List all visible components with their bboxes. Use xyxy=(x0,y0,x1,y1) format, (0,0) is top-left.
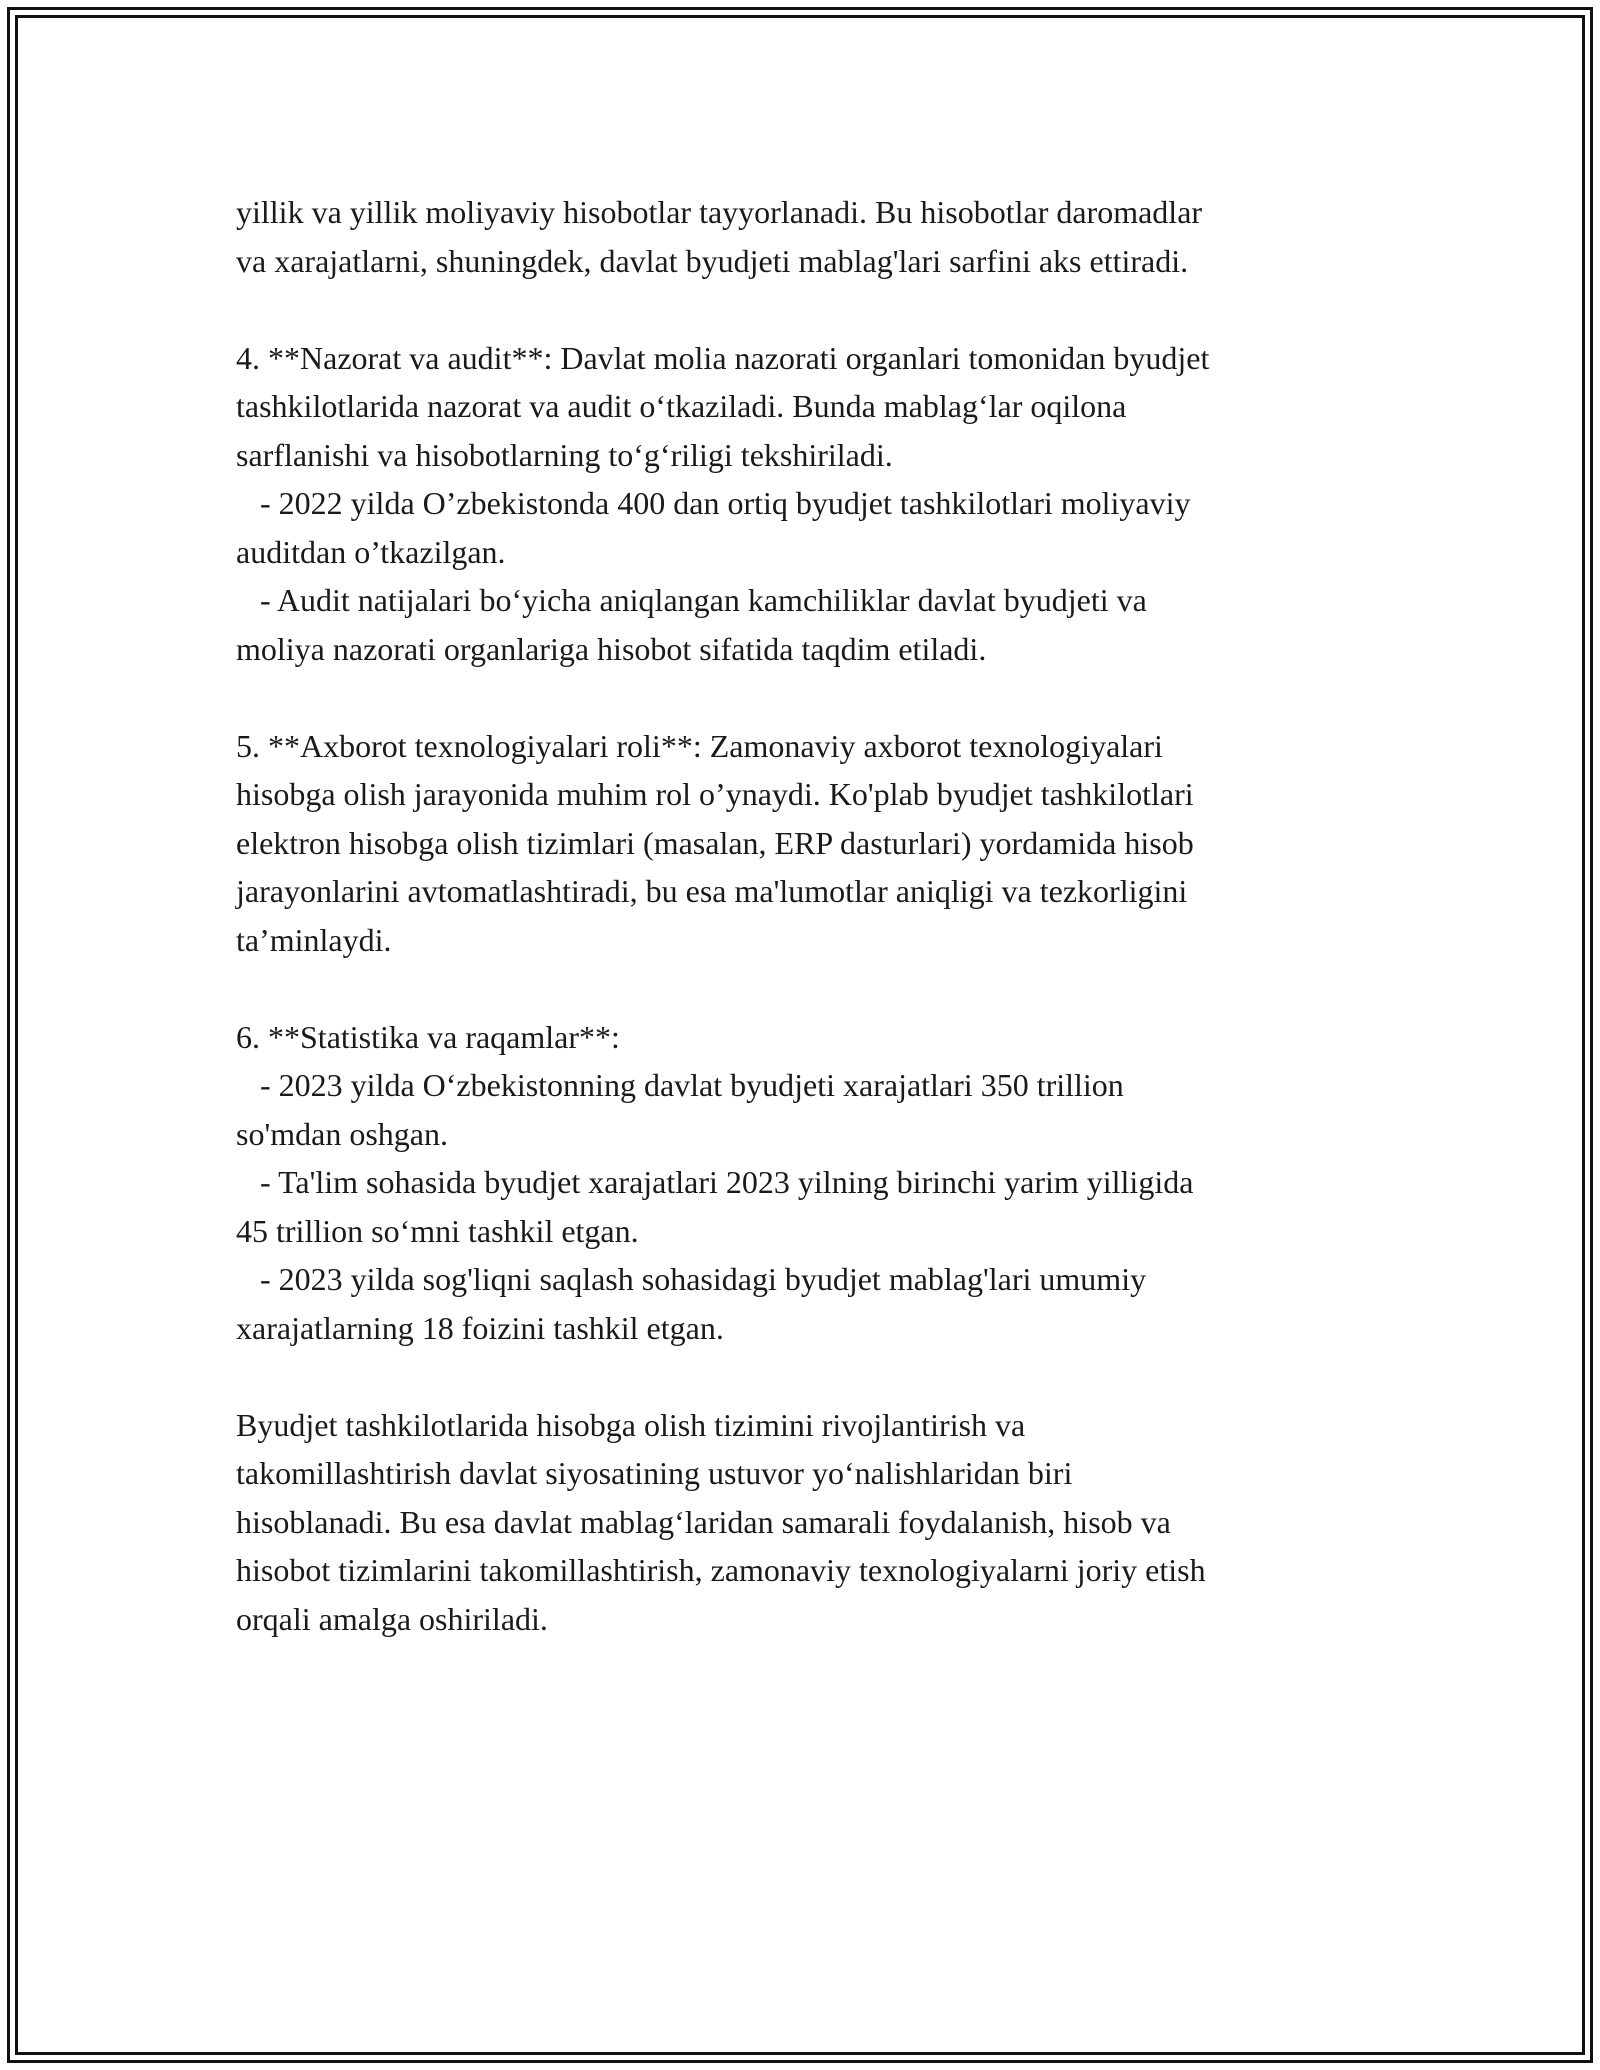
text-line: Byudjet tashkilotlarida hisobga olish tizimini rivojlantirish va xyxy=(236,1406,1026,1443)
text-line: jarayonlarini avtomatlashtiradi, bu esa ma'lumotlar aniqligi va tezkorligini xyxy=(236,873,1188,909)
text-line: yillik va yillik moliyaviy hisobotlar tayyorlanadi. Bu hisobotlar daromadlar xyxy=(236,194,1203,230)
bullet-line: - Audit natijalari bo‘yicha aniqlangan kamchiliklar davlat byudjeti va xyxy=(236,582,1147,618)
paragraph-gap xyxy=(236,1352,1366,1401)
text-line: 45 trillion so‘mni tashkil etgan. xyxy=(236,1212,639,1249)
text-line: tashkilotlarida nazorat va audit o‘tkaziladi. Bunda mablag‘lar oqilona xyxy=(236,388,1127,424)
bullet-line: - Ta'lim sohasida byudjet xarajatlari 2023 yilning birinchi yarim yilligida xyxy=(236,1164,1194,1200)
paragraph-gap xyxy=(236,964,1366,1013)
text-line: 5. **Axborot texnologiyalari roli**: Zamonaviy axborot texnologiyalari xyxy=(236,727,1163,764)
text-line: sarflanishi va hisobotlarning to‘g‘riligi tekshiriladi. xyxy=(236,436,893,473)
text-line: va xarajatlarni, shuningdek, davlat byudjeti mablag'lari sarfini aks ettiradi. xyxy=(236,242,1189,279)
text-line: 6. **Statistika va raqamlar**: xyxy=(236,1018,620,1055)
paragraph-nazorat-audit xyxy=(236,334,1366,674)
text-line: hisobot tizimlarini takomillashtirish, zamonaviy texnologiyalarni joriy etish xyxy=(236,1552,1206,1588)
document-body xyxy=(236,188,1366,1643)
text-line: so'mdan oshgan. xyxy=(236,1115,448,1152)
paragraph-intro-continuation xyxy=(236,188,1366,285)
text-line: hisoblanadi. Bu esa davlat mablag‘laridan samarali foydalanish, hisob va xyxy=(236,1503,1171,1540)
paragraph-statistika xyxy=(236,1013,1366,1353)
paragraph-axborot-texnologiyalari xyxy=(236,722,1366,965)
text-line: orqali amalga oshiriladi. xyxy=(236,1600,548,1637)
text-line: hisobga olish jarayonida muhim rol o’ynaydi. Ko'plab byudjet tashkilotlari xyxy=(236,776,1194,812)
paragraph-gap xyxy=(236,673,1366,722)
text-line: ta’minlaydi. xyxy=(236,921,392,958)
text-line: takomillashtirish davlat siyosatining ustuvor yo‘nalishlaridan biri xyxy=(236,1455,1073,1491)
bullet-line: - 2022 yilda O’zbekistonda 400 dan ortiq byudjet tashkilotlari moliyaviy xyxy=(236,485,1191,521)
text-line: moliya nazorati organlariga hisobot sifatida taqdim etiladi. xyxy=(236,630,987,667)
text-line: 4. **Nazorat va audit**: Davlat molia nazorati organlari tomonidan byudjet xyxy=(236,339,1210,376)
text-line: elektron hisobga olish tizimlari (masalan, ERP dasturlari) yordamida hisob xyxy=(236,824,1194,861)
text-line: xarajatlarning 18 foizini tashkil etgan. xyxy=(236,1309,724,1346)
bullet-line: - 2023 yilda sog'liqni saqlash sohasidagi byudjet mablag'lari umumiy xyxy=(236,1261,1147,1297)
paragraph-gap xyxy=(236,285,1366,334)
text-line: auditdan o’tkazilgan. xyxy=(236,533,506,570)
paragraph-conclusion xyxy=(236,1401,1366,1644)
bullet-line: - 2023 yilda O‘zbekistonning davlat byudjeti xarajatlari 350 trillion xyxy=(236,1067,1124,1103)
